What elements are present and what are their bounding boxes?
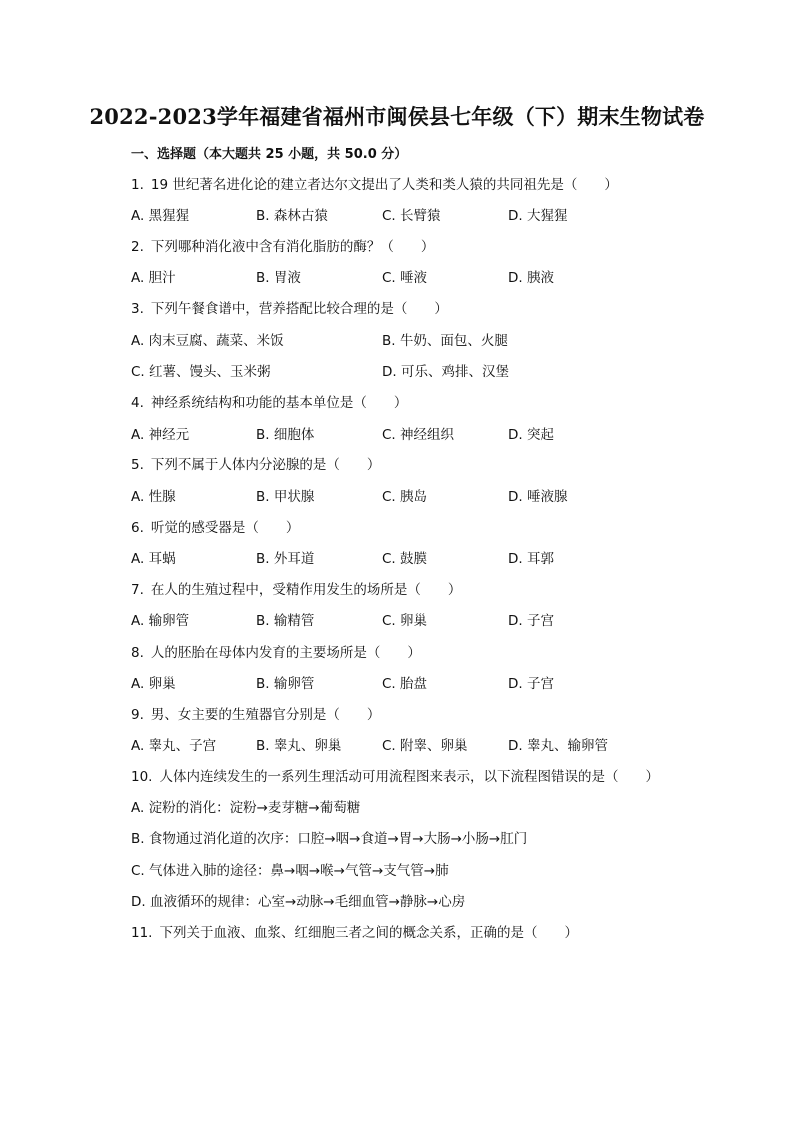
question-number: 8. [131, 645, 144, 661]
section-heading: 一、选择题（本大题共 25 小题，共 50.0 分） [131, 147, 408, 162]
option-c: C. 胎盘 [382, 676, 428, 692]
question-number: 5. [131, 457, 144, 473]
option-c: C. 红薯、馒头、玉米粥 [131, 364, 271, 380]
question-4-options [131, 425, 691, 445]
question-10 [131, 767, 659, 787]
question-1-options [131, 206, 691, 226]
question-11 [131, 923, 578, 943]
question-text: 听觉的感受器是（ ） [150, 520, 300, 536]
page-title: 2022-2023学年福建省福州市闽侯县七年级（下）期末生物试卷 [89, 104, 705, 129]
option-a: A. 睾丸、子宫 [131, 738, 217, 754]
option-c: C. 气体进入肺的途径：鼻→咽→喉→气管→支气管→肺 [131, 863, 449, 879]
option-b: B. 细胞体 [256, 427, 315, 443]
question-9 [131, 705, 380, 725]
question-9-options [131, 736, 691, 756]
option-b: B. 睾丸、卵巢 [256, 738, 342, 754]
question-number: 2. [131, 239, 144, 255]
question-3-options-row2 [131, 362, 691, 382]
option-d: D. 可乐、鸡排、汉堡 [382, 364, 509, 380]
option-c: C. 长臂猿 [382, 208, 441, 224]
option-d: D. 突起 [508, 427, 554, 443]
question-7 [131, 580, 461, 600]
option-c: C. 神经组织 [382, 427, 455, 443]
question-7-options [131, 611, 691, 631]
option-a: A. 肉末豆腐、蔬菜、米饭 [131, 333, 284, 349]
question-text: 下列不属于人体内分泌腺的是（ ） [150, 457, 381, 473]
question-8-options [131, 674, 691, 694]
question-8 [131, 643, 421, 663]
question-number: 11. [131, 925, 153, 941]
option-a: A. 神经元 [131, 427, 190, 443]
option-d: D. 睾丸、输卵管 [508, 738, 608, 754]
option-b: B. 甲状腺 [256, 489, 315, 505]
question-number: 1. [131, 177, 144, 193]
question-text: 下列关于血液、血浆、红细胞三者之间的概念关系，正确的是（ ） [159, 925, 578, 941]
option-d: D. 子宫 [508, 676, 554, 692]
option-a: A. 胆汁 [131, 270, 176, 286]
option-b: B. 外耳道 [256, 551, 315, 567]
option-d: D. 血液循环的规律：心室→动脉→毛细血管→静脉→心房 [131, 894, 466, 910]
option-a: A. 性腺 [131, 489, 176, 505]
option-a: A. 淀粉的消化：淀粉→麦芽糖→葡萄糖 [131, 800, 361, 816]
question-text: 人的胚胎在母体内发育的主要场所是（ ） [150, 645, 421, 661]
question-5 [131, 455, 380, 475]
question-number: 10. [131, 769, 153, 785]
option-a: A. 卵巢 [131, 676, 176, 692]
question-3-options-row1 [131, 331, 691, 351]
option-a: A. 黑猩猩 [131, 208, 190, 224]
question-text: 在人的生殖过程中，受精作用发生的场所是（ ） [150, 582, 462, 598]
option-c: C. 鼓膜 [382, 551, 428, 567]
question-number: 6. [131, 520, 144, 536]
question-text: 人体内连续发生的一系列生理活动可用流程图来表示，以下流程图错误的是（ ） [159, 769, 659, 785]
option-a: A. 输卵管 [131, 613, 190, 629]
question-number: 3. [131, 301, 144, 317]
question-6-options [131, 549, 691, 569]
option-a: A. 耳蜗 [131, 551, 176, 567]
option-d: D. 胰液 [508, 270, 554, 286]
question-2 [131, 237, 434, 257]
question-number: 7. [131, 582, 144, 598]
question-text: 神经系统结构和功能的基本单位是（ ） [150, 395, 408, 411]
question-4 [131, 393, 407, 413]
option-b: B. 森林古猿 [256, 208, 328, 224]
question-text: 19 世纪著名进化论的建立者达尔文提出了人类和类人猿的共同祖先是（ ） [150, 177, 618, 193]
option-b: B. 输卵管 [256, 676, 315, 692]
option-b: B. 输精管 [256, 613, 315, 629]
option-c: C. 卵巢 [382, 613, 428, 629]
question-6 [131, 518, 299, 538]
question-number: 9. [131, 707, 144, 723]
question-number: 4. [131, 395, 144, 411]
option-c: C. 附睾、卵巢 [382, 738, 468, 754]
option-d: D. 唾液腺 [508, 489, 568, 505]
question-text: 下列哪种消化液中含有消化脂肪的酶？（ ） [150, 239, 435, 255]
option-d: D. 耳郭 [508, 551, 554, 567]
option-b: B. 食物通过消化道的次序：口腔→咽→食道→胃→大肠→小肠→肛门 [131, 831, 528, 847]
option-d: D. 子宫 [508, 613, 554, 629]
question-5-options [131, 487, 691, 507]
option-c: C. 唾液 [382, 270, 428, 286]
question-text: 下列午餐食谱中，营养搭配比较合理的是（ ） [150, 301, 448, 317]
question-2-options [131, 268, 691, 288]
question-3 [131, 299, 448, 319]
option-b: B. 胃液 [256, 270, 301, 286]
question-1 [131, 175, 618, 195]
question-text: 男、女主要的生殖器官分别是（ ） [150, 707, 381, 723]
option-d: D. 大猩猩 [508, 208, 568, 224]
option-b: B. 牛奶、面包、火腿 [382, 333, 508, 349]
option-c: C. 胰岛 [382, 489, 428, 505]
